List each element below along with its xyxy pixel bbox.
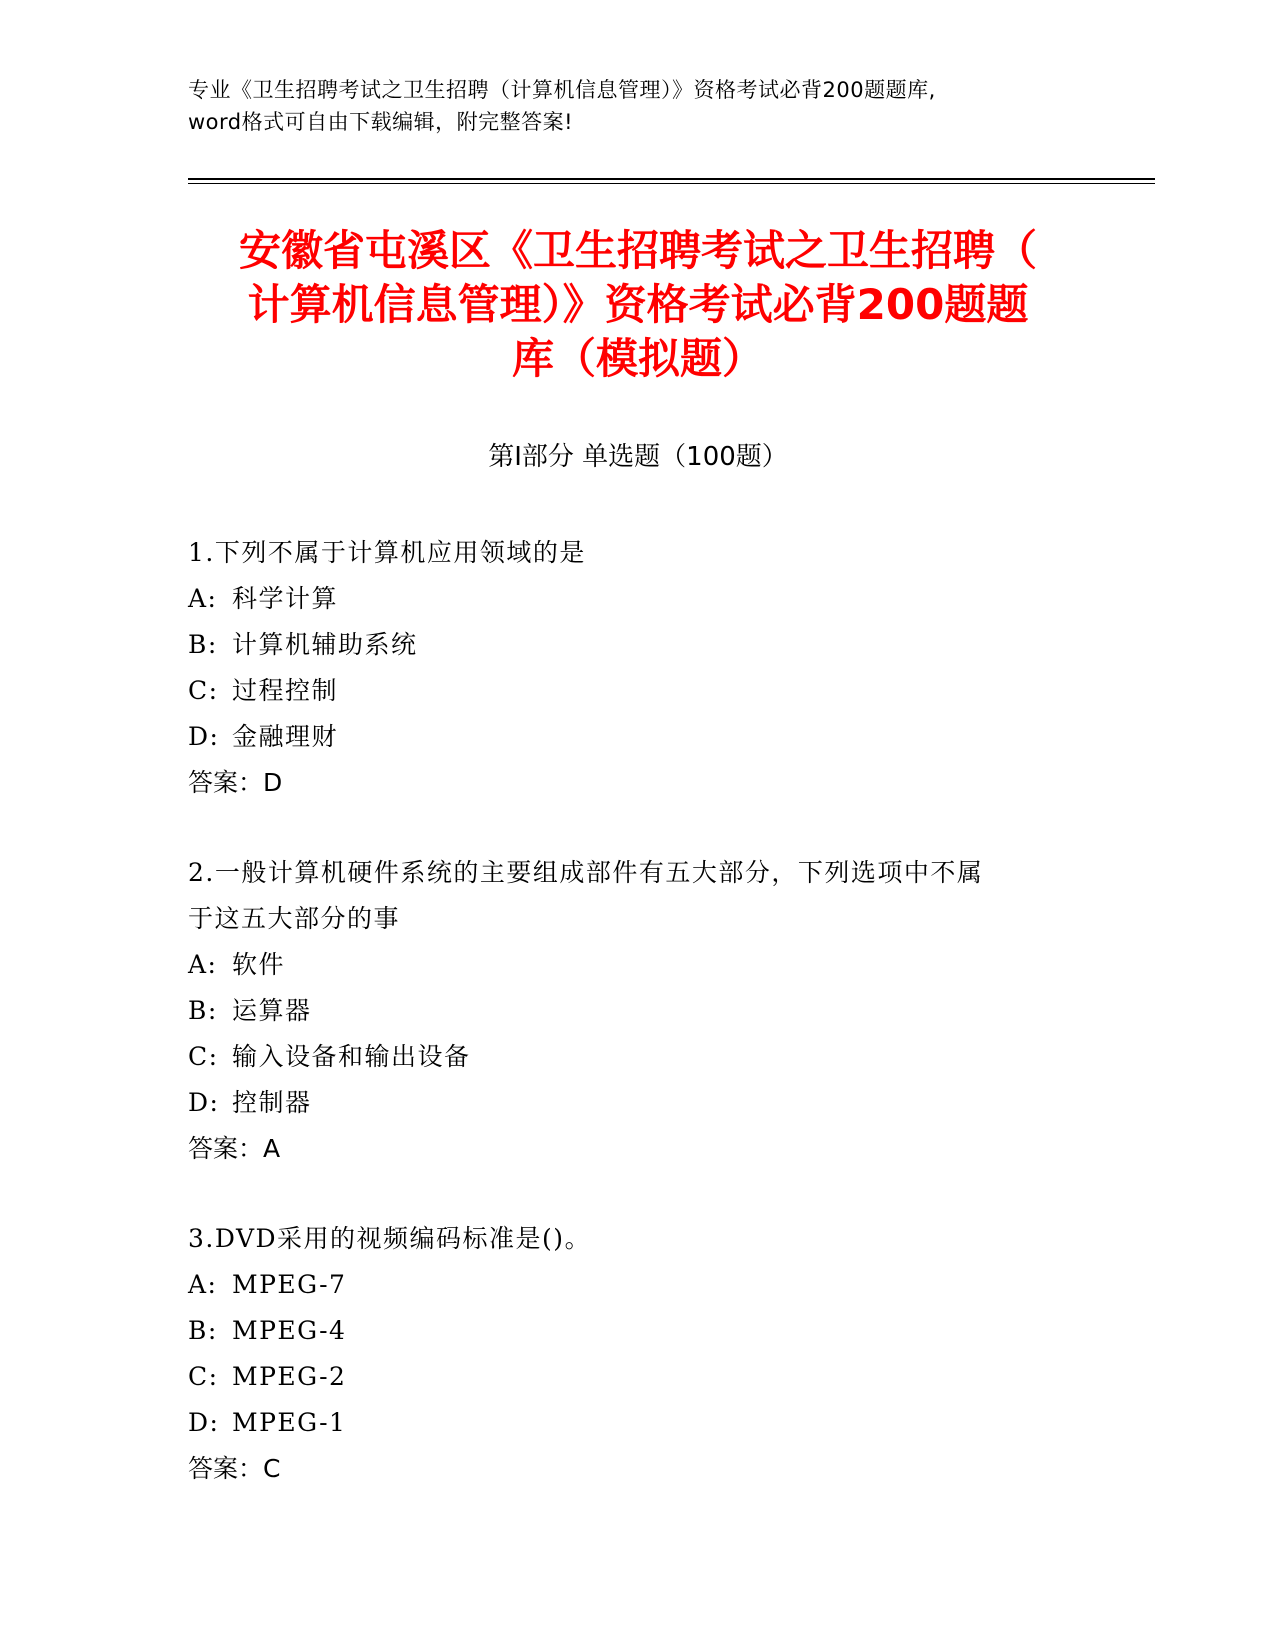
option-b bbox=[188, 988, 1088, 1034]
option-d bbox=[188, 714, 1088, 760]
option-text: 运算器 bbox=[232, 996, 312, 1025]
header-rule-thick bbox=[188, 178, 1155, 180]
option-label: A: bbox=[188, 584, 218, 613]
page-title bbox=[188, 224, 1088, 386]
option-text: MPEG-4 bbox=[232, 1316, 347, 1345]
option-a bbox=[188, 1262, 1088, 1308]
option-label: A: bbox=[188, 1270, 218, 1299]
option-c bbox=[188, 1354, 1088, 1400]
option-b bbox=[188, 622, 1088, 668]
option-text: 输入设备和输出设备 bbox=[232, 1042, 471, 1071]
section-title: 第Ⅰ部分 单选题（100题） bbox=[488, 442, 788, 472]
header-rule-thin bbox=[188, 183, 1155, 184]
option-label: D: bbox=[188, 1088, 220, 1117]
question-stem: 3.DVD采用的视频编码标准是()。 bbox=[188, 1224, 592, 1253]
answer: 答案：C bbox=[188, 1454, 281, 1483]
header-note bbox=[188, 74, 1088, 138]
question-1 bbox=[188, 530, 1088, 806]
option-text: 软件 bbox=[232, 950, 286, 979]
answer: 答案：A bbox=[188, 1134, 281, 1163]
option-label: C: bbox=[188, 1362, 219, 1391]
question-3 bbox=[188, 1216, 1088, 1492]
option-text: 计算机辅助系统 bbox=[232, 630, 418, 659]
answer: 答案：D bbox=[188, 768, 283, 797]
option-label: B: bbox=[188, 996, 218, 1025]
option-b bbox=[188, 1308, 1088, 1354]
option-text: 控制器 bbox=[232, 1088, 312, 1117]
option-a bbox=[188, 942, 1088, 988]
option-label: B: bbox=[188, 1316, 218, 1345]
option-label: C: bbox=[188, 1042, 219, 1071]
page-title-line-2: 计算机信息管理）》资格考试必背200题题 bbox=[247, 280, 1029, 329]
question-2 bbox=[188, 850, 1088, 1172]
header-note-line-2: word格式可自由下载编辑，附完整答案! bbox=[188, 110, 574, 134]
page-title-line-3: 库（模拟题） bbox=[511, 334, 764, 383]
option-text: MPEG-1 bbox=[232, 1408, 347, 1437]
question-stem: 2.一般计算机硬件系统的主要组成部件有五大部分，下列选项中不属 bbox=[188, 858, 984, 887]
option-c bbox=[188, 668, 1088, 714]
option-text: 科学计算 bbox=[232, 584, 339, 613]
option-d bbox=[188, 1080, 1088, 1126]
page-title-line-1: 安徽省屯溪区《卫生招聘考试之卫生招聘（ bbox=[238, 226, 1037, 275]
question-stem: 1.下列不属于计算机应用领域的是 bbox=[188, 538, 586, 567]
option-text: 过程控制 bbox=[232, 676, 339, 705]
option-text: MPEG-2 bbox=[232, 1362, 347, 1391]
header-note-line-1: 专业《卫生招聘考试之卫生招聘（计算机信息管理）》资格考试必背200题题库, bbox=[188, 78, 936, 102]
option-label: C: bbox=[188, 676, 219, 705]
option-label: D: bbox=[188, 722, 220, 751]
question-list bbox=[188, 530, 1088, 1536]
option-text: MPEG-7 bbox=[232, 1270, 347, 1299]
option-label: B: bbox=[188, 630, 218, 659]
option-c bbox=[188, 1034, 1088, 1080]
option-d bbox=[188, 1400, 1088, 1446]
option-label: D: bbox=[188, 1408, 220, 1437]
question-stem-continued: 于这五大部分的事 bbox=[188, 904, 401, 933]
option-label: A: bbox=[188, 950, 218, 979]
option-text: 金融理财 bbox=[232, 722, 339, 751]
option-a bbox=[188, 576, 1088, 622]
